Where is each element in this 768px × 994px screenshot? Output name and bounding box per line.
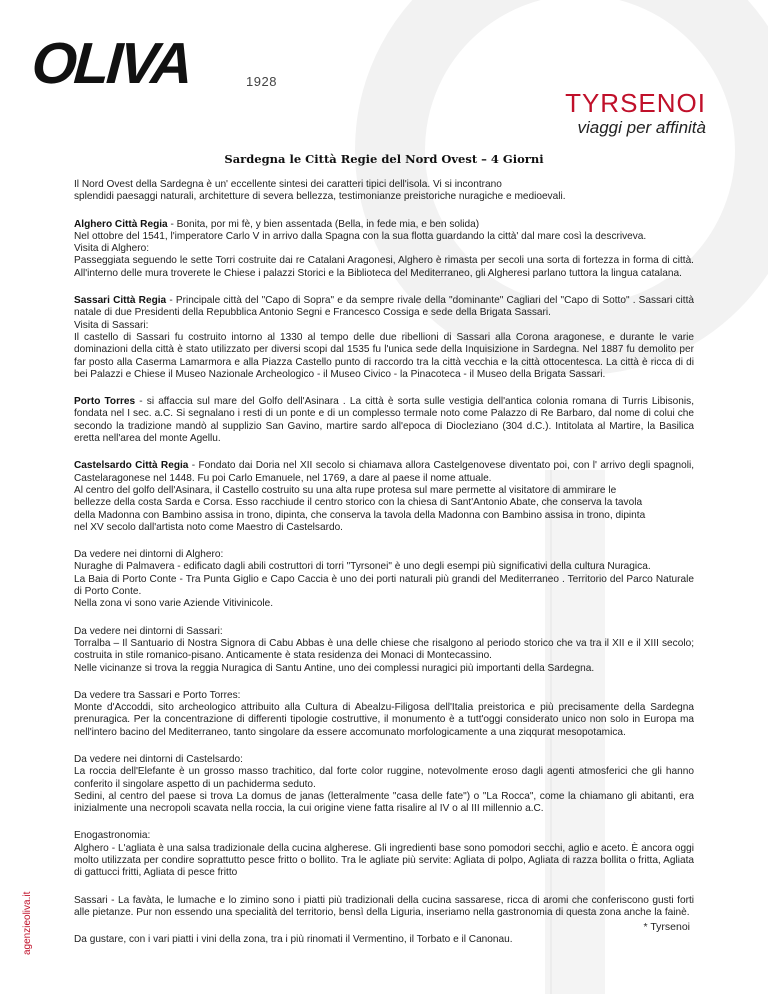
intro-paragraph — [74, 179, 694, 204]
tyrsenoi-brand — [565, 90, 706, 138]
dintorni-castelsardo-section — [74, 754, 694, 815]
section-line: Monte d'Accoddi, sito archeologico attribuito alla Cultura di Abealzu-Filigosa dell'Italia preistorica e più precisamente della Sardegna prenuragica. Per la concentrazione di differenti tipologie costruttive, il monumento è a tutt'oggi considerato unico non solo in Europa ma nell'intero bacino del Mediterraneo, tanto singolare da essere accomunato morfologicamente a una ziqqurat mesopotamica. — [74, 702, 694, 738]
sassari-food-section: Sassari - La favàta, le lumache e lo zimino sono i piatti più tradizionali della cucina sassarese, ricca di aromi che conferiscono gusti forti alle pietanze. Pur non essendo una specialità del territorio, bensì della Liguria, inseriamo nella gastronomia di questa zona anche la fainè. — [74, 894, 694, 918]
brand-name: TYRSENOI — [565, 88, 706, 118]
section-line: Nelle vicinanze si trova la reggia Nuragica di Santu Antine, uno dei complessi nuragici più importanti della Sardegna. — [74, 662, 595, 674]
porto-torres-section — [74, 396, 694, 445]
section-line: Passeggiata seguendo le sette Torri costruite dai re Catalani Aragonesi, Alghero è rimasta per secoli una sorta di fortezza in forma di città. All'interno delle mura troverete le Chiese i palazzi Storici e la Biblioteca del Mediterraneo, gli Algheresi parlano tuttora la lingua catalana. — [74, 255, 694, 279]
section-line: Da vedere nei dintorni di Castelsardo: — [74, 753, 243, 765]
section-line: nel XV secolo dall'artista noto come Maestro di Castelsardo. — [74, 521, 343, 533]
section-heading: Castelsardo Città Regia — [74, 460, 189, 472]
dintorni-alghero-section — [74, 549, 694, 610]
oliva-logo — [29, 31, 277, 96]
section-line: bellezze della costa Sarda e Corsa. Esso racchiude il centro storico con la chiesa di Sant'Antonio Abate, che conserva la tavola — [74, 497, 643, 509]
castelsardo-section — [74, 460, 694, 534]
section-heading: Alghero Città Regia — [74, 218, 168, 230]
brand-tagline: viaggi per affinità — [577, 118, 706, 137]
section-heading: Sassari Città Regia — [74, 295, 167, 307]
section-line: Al centro del golfo dell'Asinara, il Castello costruito su una alta rupe protesa sul mare permette al visitatore di ammirare le — [74, 484, 617, 496]
section-line: Il castello di Sassari fu costruito intorno al 1330 al tempo delle due ribellioni di Sassari alla Corona aragonese, e durante le varie dominazioni della città è stato utilizzato per diversi scopi dal 1535 fu l'unica sede della Inquisizione in Sardegna. Nel 1887 fu demolito per far posto alla Caserma Lamarmora e alla Piazza Castello punto di raccordo tra la città vecchia e la città ottocentesca. La città è ricca di di bei Palazzi e Chiese il Museo Nazionale Archeologico - il Museo Civico - la Pinacoteca - il Museo della Brigata Sassari. — [74, 331, 694, 380]
section-lead: - si affaccia sul mare del Golfo dell'Asinara . La città è sorta sulle vestigia dell'antica colonia romana di Turris Libisonis, fondata nel I sec. a.C. Si segnalano i resti di un ponte e di un complesso termale noto come Palazzo di Re Barbaro, dal nome di colui che secondo la tradizione mandò al supplizio San Gavino, martire sardo all'epoca di Diocleziano (304 d.C.). Intitolata al Martire, la Basilica eretta nell'area del monte Agellu. — [74, 396, 694, 445]
section-line: Da vedere nei dintorni di Sassari: — [74, 625, 223, 637]
section-line: Visita di Sassari: — [74, 319, 149, 331]
logo-year: 1928 — [246, 74, 277, 89]
intro-line: Il Nord Ovest della Sardegna è un' eccellente sintesi dei caratteri tipici dell'isola. Vi si incontrano — [74, 179, 502, 190]
section-line: della Madonna con Bambino assisa in trono, dipinta, che conserva la tavola della Madonna con Bambino assisa in trono, dipinta — [74, 509, 646, 521]
document-body — [74, 179, 694, 962]
alghero-section — [74, 219, 694, 280]
vini-section: Da gustare, con i vari piatti i vini della zona, tra i più rinomati il Vermentino, il Torbato e il Canonau. — [74, 934, 513, 946]
enogastronomia-section — [74, 830, 694, 879]
logo-text: OLIVA — [29, 31, 193, 96]
section-lead: - Principale città del "Capo di Sopra" e da sempre rivale della "dominante" Cagliari del "Capo di Sotto" . Sassari città natale di due Presidenti della Repubblica Antonio Segni e Francesco Cossiga e sede della Brigata Sassari. — [74, 295, 694, 319]
section-lead: - Bonita, por mi fè, y bien assentada (Bella, in fede mia, e ben solida) — [167, 218, 480, 230]
section-heading: Porto Torres — [74, 396, 136, 408]
section-line: Da vedere tra Sassari e Porto Torres: — [74, 689, 241, 701]
section-line: Sedini, al centro del paese si trova La domus de janas (letteralmente "casa delle fate") o "La Rocca", come la chiamano gli abitanti, era inizialmente una necropoli scavata nella roccia, la cui origine viene fatta risalire al IV o al III millennio a.C. — [74, 790, 694, 815]
agency-link[interactable]: agenzieoliva.it — [22, 891, 33, 955]
section-line: La roccia dell'Elefante è un grosso masso trachitico, dal forte color ruggine, notevolmente eroso dagli agenti atmosferici che gli hanno conferito il singolare aspetto di un pachiderma seduto. — [74, 766, 694, 790]
sassari-section — [74, 295, 694, 381]
section-line: Nuraghe di Palmavera - edificato dagli abili costruttori di torri "Tyrsonei" è uno degli esempi più significativi della cultura Nuragica. — [74, 561, 651, 573]
dintorni-sassari-section — [74, 626, 694, 675]
sassari-porto-torres-section — [74, 690, 694, 739]
section-line: Torralba – Il Santuario di Nostra Signora di Cabu Abbas è una delle chiese che risalgono al periodo storico che va tra il XII e il XIII secolo; costruita in stile romanico-pisano. Anticamente è stata residenza dei Monaci di Montecassino. — [74, 637, 694, 662]
signature: * Tyrsenoi — [643, 921, 690, 933]
document-title: Sardegna le Città Regie del Nord Ovest – 4 Giorni — [224, 152, 544, 166]
section-line: La Baia di Porto Conte - Tra Punta Giglio e Capo Caccia è uno dei porti naturali più grandi del Mediterraneo . Territorio del Parco Naturale di Porto Conte. — [74, 573, 694, 598]
section-line: Visita di Alghero: — [74, 243, 150, 255]
section-line: Nel ottobre del 1541, l'imperatore Carlo V in arrivo dalla Spagna con la sua flotta guardando la città' dal mare così la descriveva. — [74, 230, 647, 242]
section-line: Da vedere nei dintorni di Alghero: — [74, 549, 224, 561]
section-line: Nella zona vi sono varie Aziende Vitivinicole. — [74, 598, 273, 610]
section-lead: - Fondato dai Doria nel XII secolo si chiamava allora Castelgenovese diventato poi, con l' arrivo degli spagnoli, Castelaragonese nel 1448. Fu poi Carlo Emanuele, nel 1769, a dare al paese il nome attuale. — [74, 460, 694, 484]
section-line: Enogastronomia: — [74, 830, 151, 842]
section-line: Alghero - L'agliata è una salsa tradizionale della cucina algherese. Gli ingredienti base sono pomodori secchi, aglio e aceto. È ancora oggi molto utilizzata per condire soprattutto pesce fritto o bollito. Tra le agliate più servite: Agliata di polpo, Agliata di razza bollita o fritta, Agliata di gattucci fritti, Agliata di pesce fritto — [74, 842, 694, 879]
intro-line: splendidi paesaggi naturali, architetture di severa bellezza, testimonianze preistoriche nuragiche e medioevali. — [74, 191, 566, 203]
